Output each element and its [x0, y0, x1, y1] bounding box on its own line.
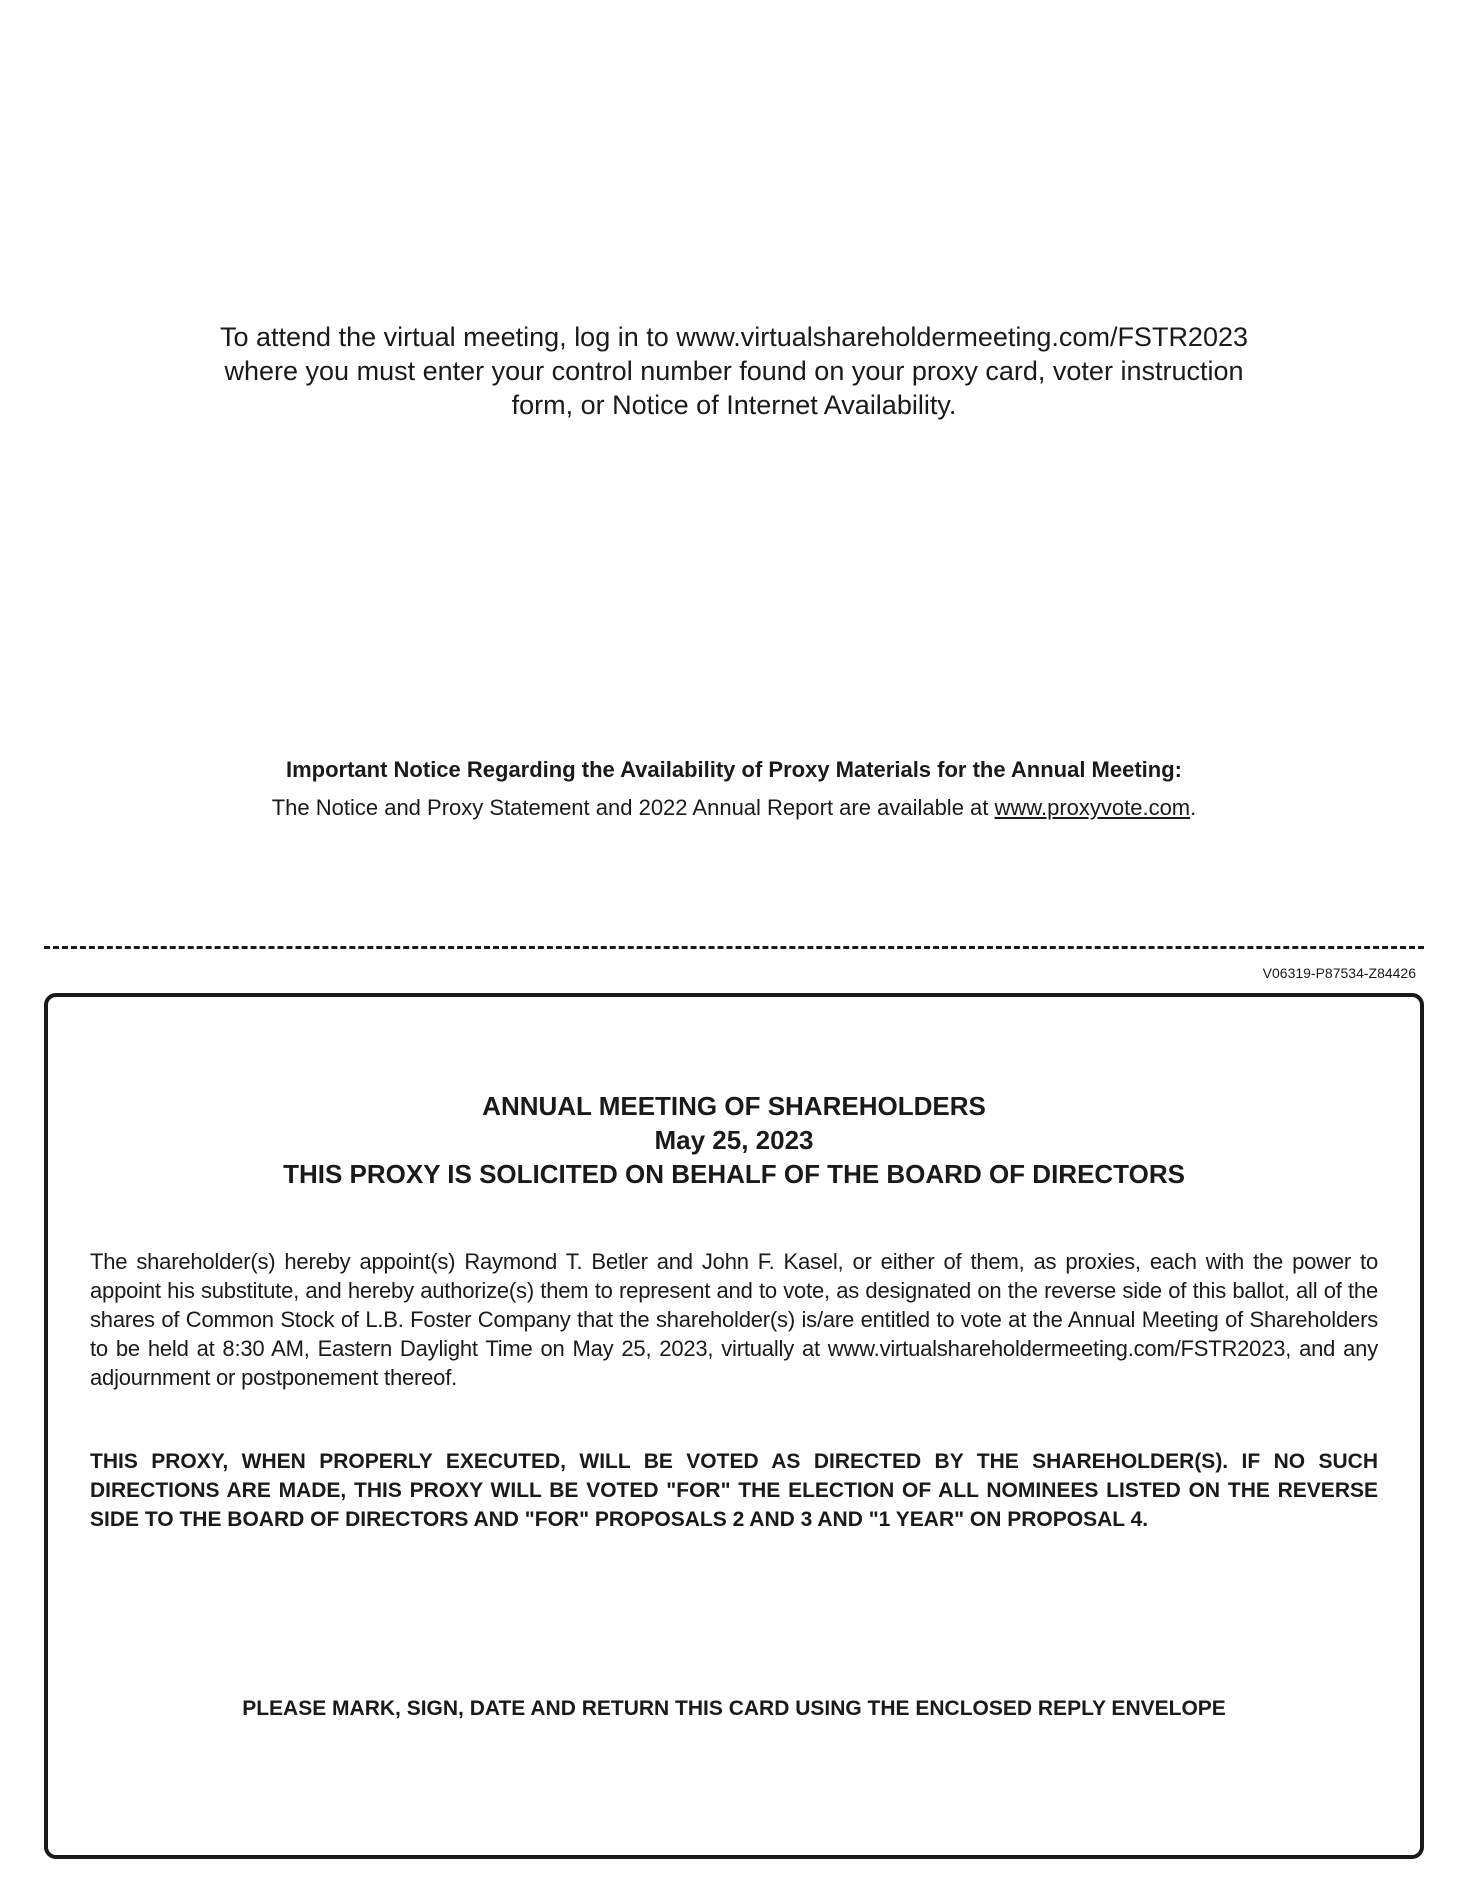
- card-heading: [48, 1089, 1420, 1191]
- proxyvote-link[interactable]: www.proxyvote.com: [994, 795, 1191, 820]
- card-heading-solicitation: THIS PROXY IS SOLICITED ON BEHALF OF THE BOARD OF DIRECTORS: [283, 1159, 1185, 1189]
- virtual-meeting-line-3: form, or Notice of Internet Availability.: [511, 390, 957, 420]
- virtual-meeting-line-1: To attend the virtual meeting, log in to www.virtualshareholdermeeting.com/FSTR2023: [219, 322, 1249, 352]
- proxy-card: [44, 993, 1424, 1859]
- virtual-meeting-instructions: [150, 320, 1318, 422]
- notice-title: Important Notice Regarding the Availability of Proxy Materials for the Annual Meeting:: [285, 757, 1182, 782]
- proxy-materials-notice: [100, 755, 1368, 823]
- notice-text-prefix: The Notice and Proxy Statement and 2022 Annual Report are available at: [271, 795, 995, 820]
- voting-direction-paragraph: THIS PROXY, WHEN PROPERLY EXECUTED, WILL BE VOTED AS DIRECTED BY THE SHAREHOLDER(S). IF NO SUCH DIRECTIONS ARE MADE, THIS PROXY WILL BE VOTED "FOR" THE ELECTION OF ALL NOMINEES LISTED ON THE REVERSE SIDE TO THE BOARD OF DIRECTORS AND "FOR" PROPOSALS 2 AND 3 AND "1 YEAR" ON PROPOSAL 4.: [90, 1450, 1378, 1531]
- control-code: V06319-P87534-Z84426: [1262, 965, 1416, 981]
- card-heading-title: ANNUAL MEETING OF SHAREHOLDERS: [482, 1091, 986, 1121]
- detach-dashed-line: [44, 946, 1424, 949]
- appointment-paragraph: The shareholder(s) hereby appoint(s) Raymond T. Betler and John F. Kasel, or either of them, as proxies, each with the power to appoint his substitute, and hereby authorize(s) them to represent and to vote, as designated on the reverse side of this ballot, all of the shares of Common Stock of L.B. Foster Company that the shareholder(s) is/are entitled to vote at the Annual Meeting of Shareholders to be held at 8:30 AM, Eastern Daylight Time on May 25, 2023, virtually at www.virtualshareholdermeeting.com/FSTR2023, and any adjournment or postponement thereof.: [90, 1249, 1378, 1390]
- return-instruction: PLEASE MARK, SIGN, DATE AND RETURN THIS CARD USING THE ENCLOSED REPLY ENVELOPE: [242, 1697, 1226, 1720]
- notice-text: [100, 793, 1368, 823]
- card-heading-date: May 25, 2023: [654, 1125, 814, 1155]
- notice-text-suffix: .: [1190, 795, 1197, 820]
- virtual-meeting-line-2: where you must enter your control number found on your proxy card, voter instruction: [224, 356, 1244, 386]
